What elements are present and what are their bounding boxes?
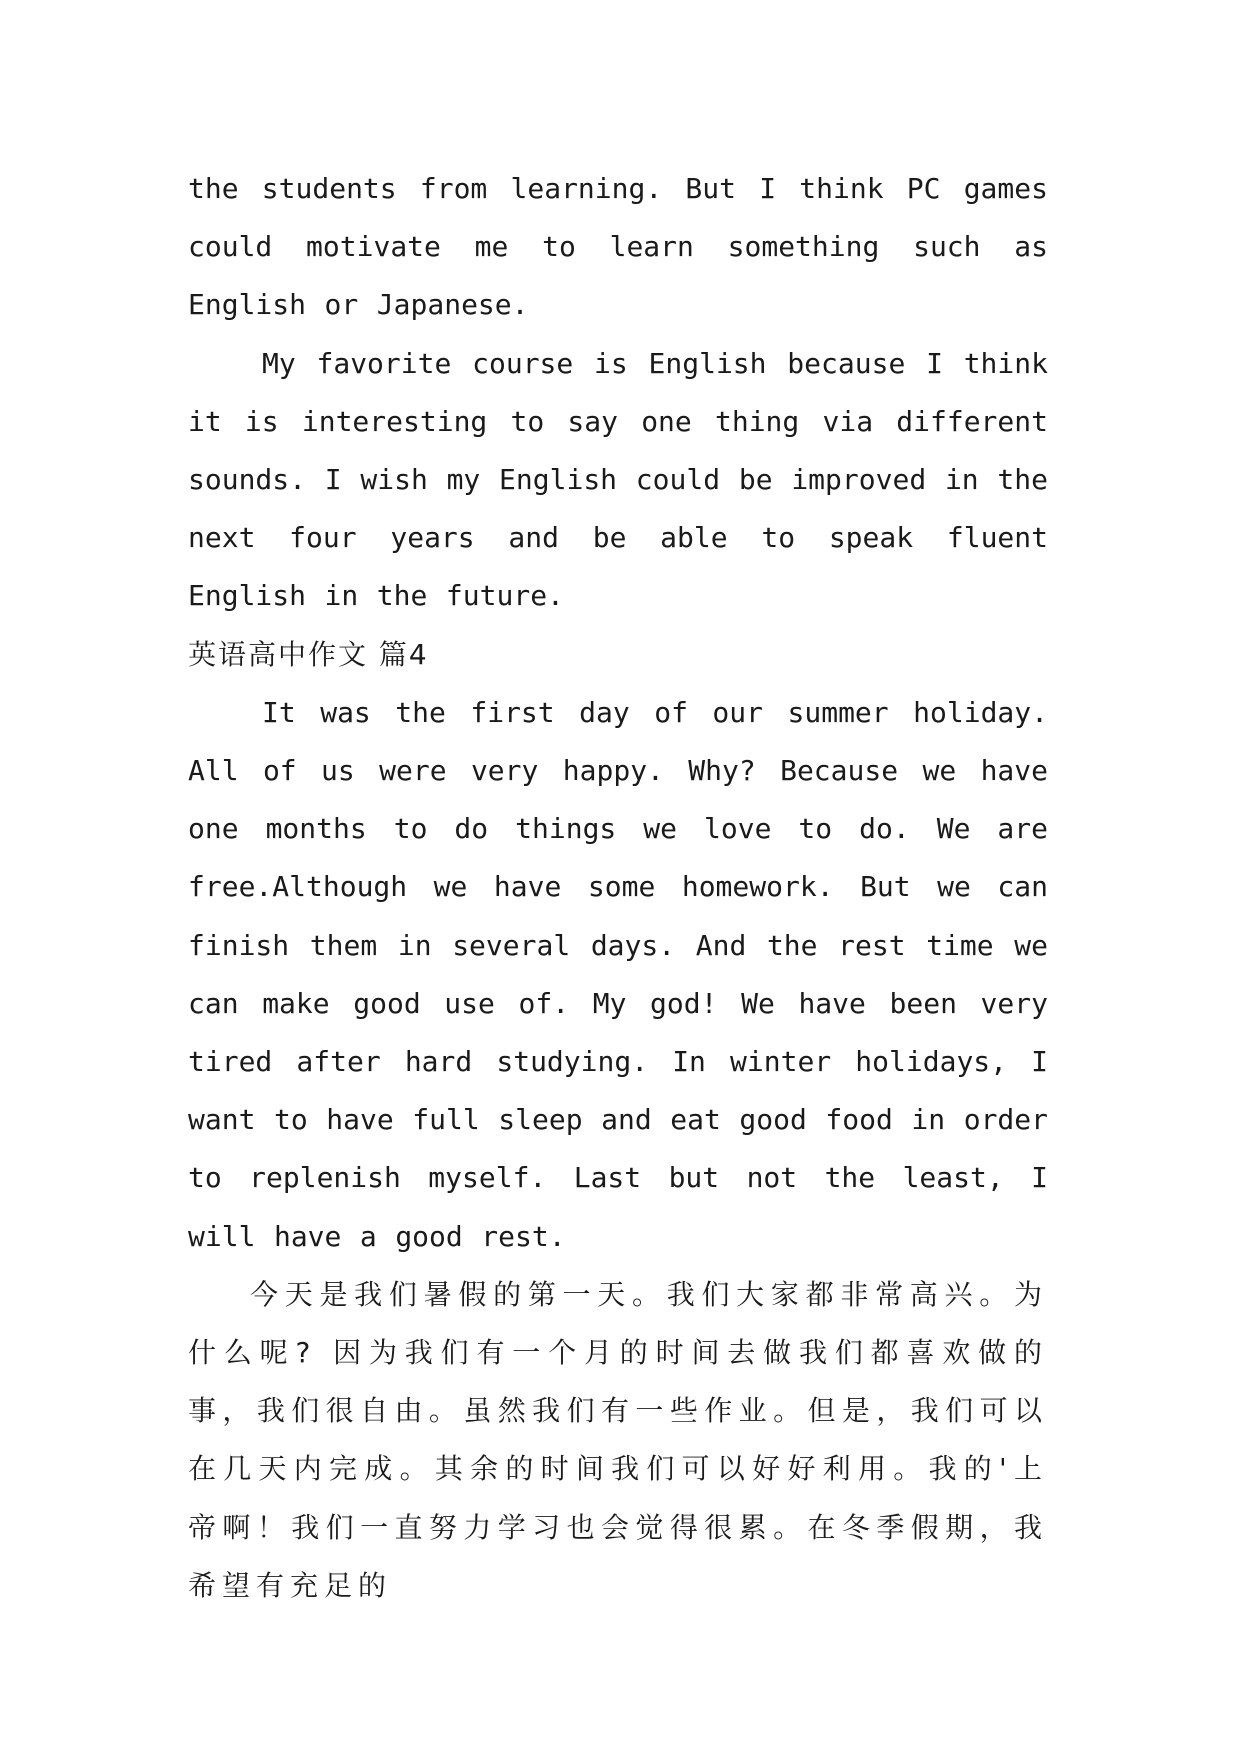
paragraph-3: It was the first day of our summer holiday. All of us were very happy. Why? Because we have one months to do things we love to do. We are free.Although we have some homework. But we can finish them in several days. And the rest time we can make good use of. My god! We have been very tired after hard studying. In winter holidays, I want to have full sleep and eat good food in order to replenish myself. Last but not the least, I will have a good rest. xyxy=(188,695,1048,1253)
document-body xyxy=(188,160,1048,1615)
paragraph-1: the students from learning. But I think PC games could motivate me to learn something such as English or Japanese. xyxy=(188,172,1048,322)
paragraph-2: My favorite course is English because I think it is interesting to say one thing via different sounds. I wish my English could be improved in the next four years and be able to speak fluent English in the future. xyxy=(188,346,1048,613)
paragraph-4-chinese: 今天是我们暑假的第一天。我们大家都非常高兴。为什么呢? 因为我们有一个月的时间去做我们都喜欢做的事，我们很自由。虽然我们有一些作业。但是，我们可以在几天内完成。其余的时间我们可以好好利用。我的'上帝啊！我们一直努力学习也会觉得很累。在冬季假期，我希望有充足的 xyxy=(188,1277,1048,1602)
section-heading: 英语高中作文 篇4 xyxy=(188,637,429,671)
